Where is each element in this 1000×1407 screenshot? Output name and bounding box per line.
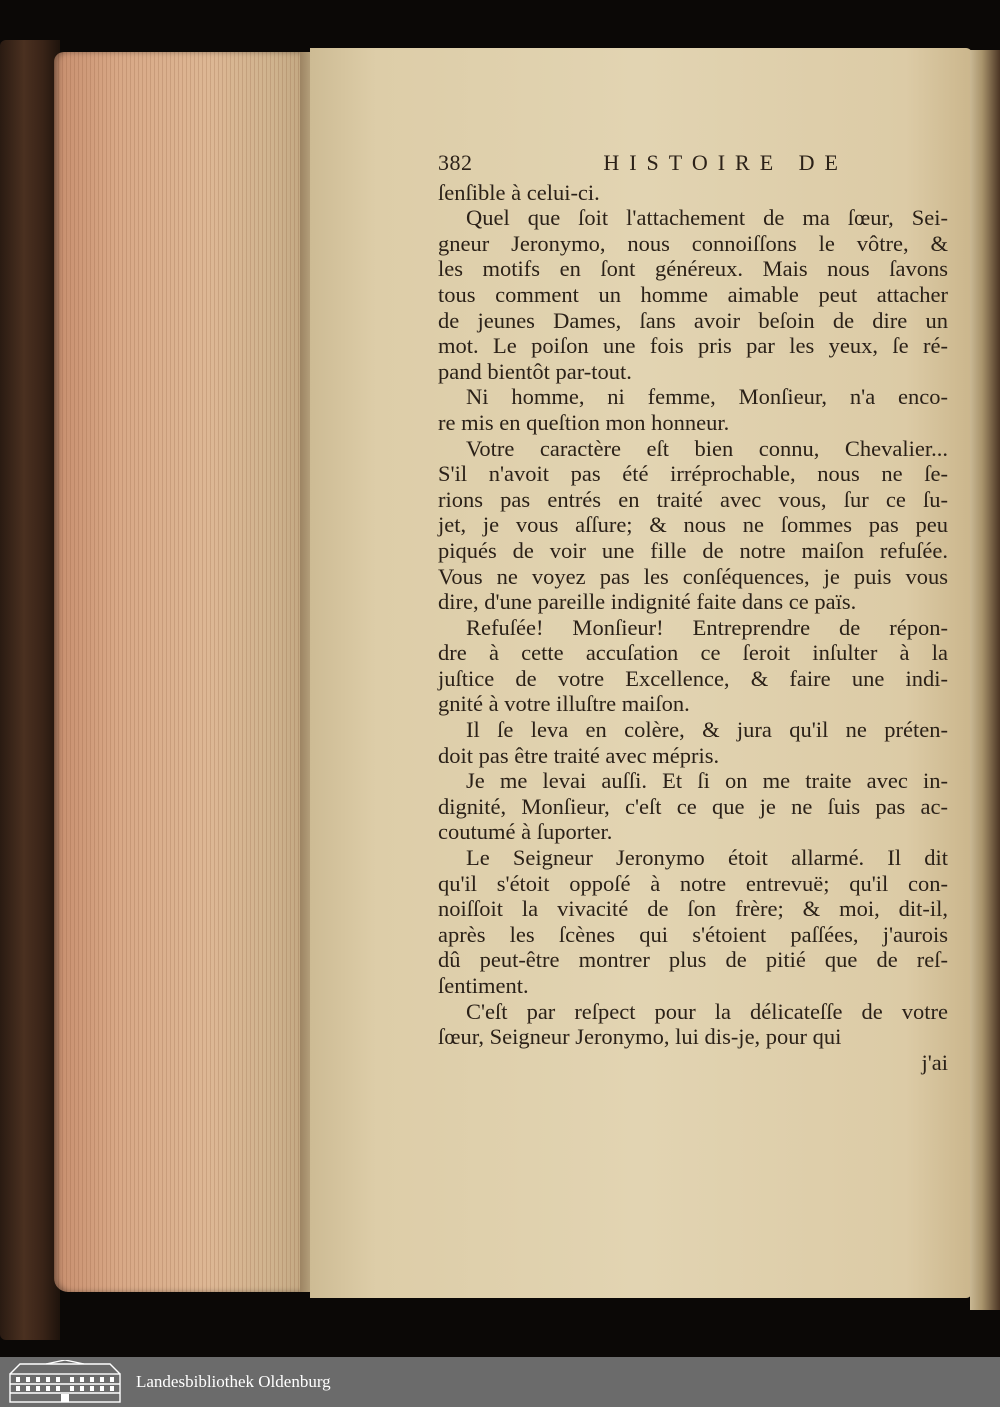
text-line: S'il n'avoit pas été irréprochable, nous ne ſe- [438, 461, 948, 487]
book-cover-right [970, 50, 1000, 1310]
paragraph [438, 180, 948, 206]
paragraph [438, 384, 948, 435]
text-line: mot. Le poiſon une fois pris par les yeux, ſe ré- [438, 333, 948, 359]
text-line: qu'il s'étoit oppoſé à notre entrevuë; qu'il con- [438, 870, 948, 896]
text-line: ſœur, Seigneur Jeronymo, lui dis-je, pour qui [438, 1024, 842, 1050]
page-edges [54, 52, 312, 1292]
text-line: juſtice de votre Excellence, & faire une indi- [438, 665, 948, 691]
text-line: pand bientôt par-tout. [438, 358, 632, 384]
text-line: gnité à votre illuſtre maiſon. [438, 691, 690, 717]
running-title: HISTOIRE DE [603, 150, 848, 175]
library-building-icon [6, 1360, 124, 1404]
text-line: ſenſible à celui-ci. [438, 179, 600, 205]
page-number: 382 [438, 150, 473, 175]
text-line: piqués de voir une fille de notre maiſon refuſée. [438, 537, 948, 563]
text-line: coutumé à ſuporter. [438, 819, 613, 845]
text-line: doit pas être traité avec mépris. [438, 742, 720, 768]
paragraph [438, 436, 948, 615]
text-line: Vous ne voyez pas les conſéquences, je puis vous [438, 563, 948, 589]
paragraph [438, 999, 948, 1050]
text-line: re mis en queſtion mon honneur. [438, 409, 730, 435]
text-line: dignité, Monſieur, c'eſt ce que je ne ſuis pas ac- [438, 793, 948, 819]
paragraph [438, 717, 948, 768]
text-line: noiſſoit la vivacité de ſon frère; & moi, dit-il, [438, 896, 948, 922]
text-line: après les ſcènes qui s'étoient paſſées, j'aurois [438, 921, 948, 947]
page-header [438, 150, 848, 176]
text-line: Votre caractère eſt bien connu, Chevalier... [466, 435, 948, 461]
text-line: de jeunes Dames, ſans avoir beſoin de dire un [438, 307, 948, 333]
text-line: Quel que ſoit l'attachement de ma ſœur, Sei- [466, 205, 948, 231]
text-line: Le Seigneur Jeronymo étoit allarmé. Il dit [466, 845, 948, 871]
book-cover-left [0, 40, 60, 1340]
text-line: rions pas entrés en traité avec vous, ſur ce ſu- [438, 486, 948, 512]
text-line: jet, je vous aſſure; & nous ne ſommes pas peu [438, 512, 948, 538]
paragraph [438, 205, 948, 384]
text-line: Je me levai auſſi. Et ſi on me traite avec in- [466, 768, 948, 794]
paragraph [438, 845, 948, 999]
text-line: tous comment un homme aimable peut attacher [438, 281, 948, 307]
text-line: C'eſt par reſpect pour la délicateſſe de votre [466, 998, 948, 1024]
text-line: dre à cette accuſation ce ſeroit inſulter à la [438, 640, 948, 666]
text-line: ſentiment. [438, 973, 529, 998]
text-line: les motifs en ſont généreux. Mais nous ſavons [438, 256, 948, 282]
text-line: Ni homme, ni femme, Monſieur, n'a enco- [466, 384, 948, 410]
body-text [438, 180, 948, 1050]
page-text [438, 150, 948, 1075]
text-line: gneur Jeronymo, nous connoiſſons le vôtre, & [438, 230, 948, 256]
paragraph [438, 615, 948, 717]
text-line: Il ſe leva en colère, & jura qu'il ne préten- [466, 717, 948, 743]
catchword: j'ai [921, 1049, 948, 1075]
text-line: Refuſée! Monſieur! Entreprendre de répon- [466, 614, 948, 640]
library-name: Landesbibliothek Oldenburg [136, 1372, 331, 1391]
text-line: dû peut-être montrer plus de pitié que de reſ- [438, 947, 948, 973]
paragraph [438, 768, 948, 845]
footer-bar [0, 1357, 1000, 1407]
text-line: dire, d'une pareille indignité faite dans ce païs. [438, 589, 857, 615]
